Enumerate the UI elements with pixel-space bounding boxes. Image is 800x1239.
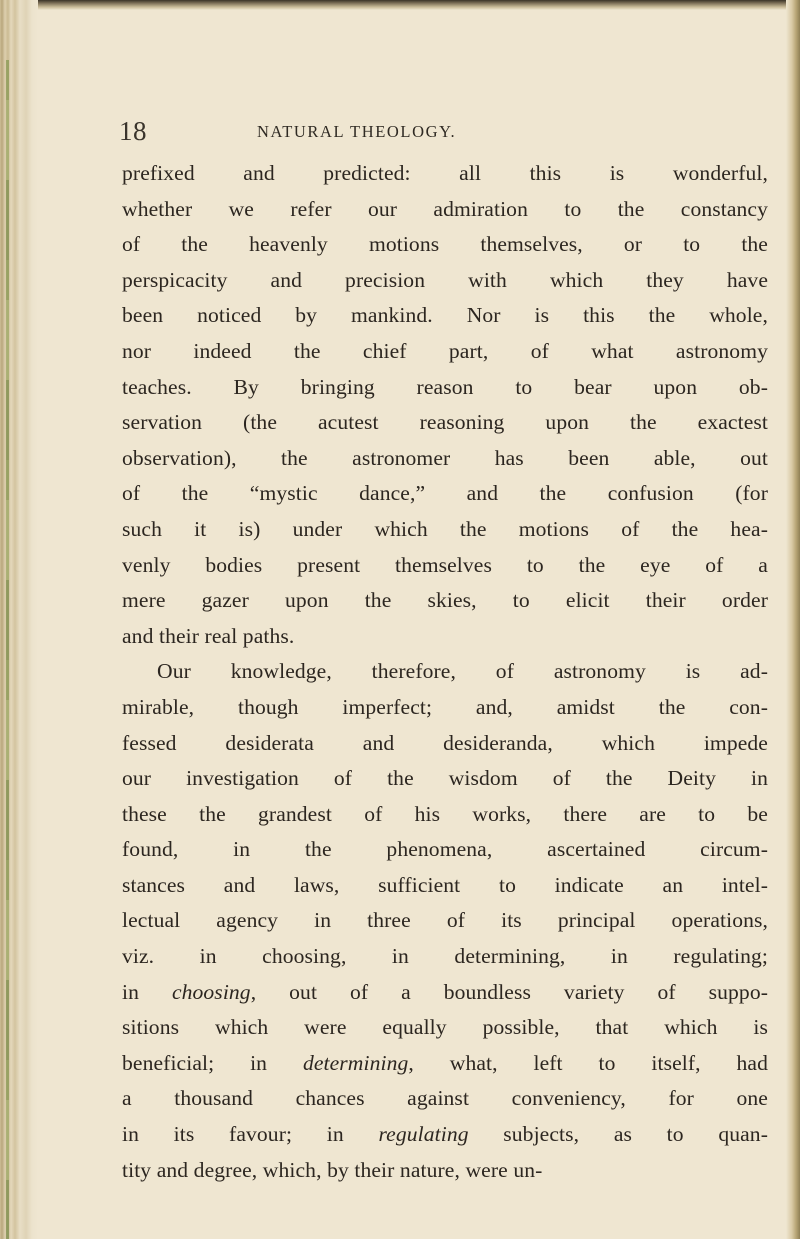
text-line: in choosing, out of a boundless variety of suppo- bbox=[122, 979, 769, 1004]
text-line: servation (the acutest reasoning upon the exactest bbox=[122, 410, 768, 435]
text-line: in its favour; in regulating subjects, as to quan- bbox=[122, 1122, 768, 1147]
text-line: lectual agency in three of its principal operations, bbox=[122, 908, 768, 933]
text-line: whether we refer our admiration to the constancy bbox=[122, 196, 768, 221]
text-line: perspicacity and precision with which they have bbox=[122, 267, 768, 292]
text-line: mirable, though imperfect; and, amidst the con- bbox=[122, 694, 768, 719]
paragraph bbox=[122, 654, 768, 1188]
text-line: observation), the astronomer has been able, out bbox=[122, 445, 768, 470]
page-number: 18 bbox=[119, 116, 147, 146]
body-text bbox=[122, 156, 768, 1188]
text-line: sitions which were equally possible, that which is bbox=[122, 1015, 768, 1040]
text-line: and their real paths. bbox=[122, 623, 295, 648]
text-line: of the “mystic dance,” and the confusion (for bbox=[122, 481, 768, 506]
text-line: venly bodies present themselves to the eye of a bbox=[122, 552, 768, 577]
text-line: our investigation of the wisdom of the Deity in bbox=[122, 766, 768, 791]
text-line: nor indeed the chief part, of what astronomy bbox=[122, 338, 768, 363]
running-title: NATURAL THEOLOGY. bbox=[257, 122, 457, 141]
text-line: viz. in choosing, in determining, in regulating; bbox=[122, 944, 768, 969]
italic-term: determining bbox=[302, 1050, 409, 1075]
page-right-edge bbox=[786, 0, 800, 1239]
text-line: tity and degree, which, by their nature, were un- bbox=[122, 1157, 543, 1182]
text-line: such it is) under which the motions of the hea- bbox=[122, 516, 768, 541]
italic-term: regulating bbox=[378, 1122, 469, 1147]
text-line: a thousand chances against conveniency, for one bbox=[122, 1086, 768, 1111]
text-line: Our knowledge, therefore, of astronomy is ad- bbox=[157, 659, 768, 684]
page-binding-edge bbox=[0, 0, 38, 1239]
text-line: fessed desiderata and desideranda, which impede bbox=[122, 730, 768, 755]
text-line: these the grandest of his works, there are to be bbox=[122, 801, 768, 826]
paragraph bbox=[122, 156, 768, 654]
italic-term: choosing bbox=[171, 979, 251, 1004]
text-line: been noticed by mankind. Nor is this the whole, bbox=[122, 303, 768, 328]
text-line: prefixed and predicted: all this is wonderful, bbox=[122, 161, 768, 185]
text-line: teaches. By bringing reason to bear upon ob- bbox=[122, 374, 768, 399]
text-line: stances and laws, sufficient to indicate an intel- bbox=[122, 872, 768, 897]
text-line: beneficial; in determining, what, left to itself, had bbox=[122, 1050, 768, 1075]
text-line: mere gazer upon the skies, to elicit their order bbox=[122, 588, 768, 613]
page-top-shadow bbox=[0, 0, 800, 10]
text-line: found, in the phenomena, ascertained circum- bbox=[122, 837, 768, 862]
page-header bbox=[119, 116, 719, 156]
text-line: of the heavenly motions themselves, or to the bbox=[122, 232, 768, 257]
